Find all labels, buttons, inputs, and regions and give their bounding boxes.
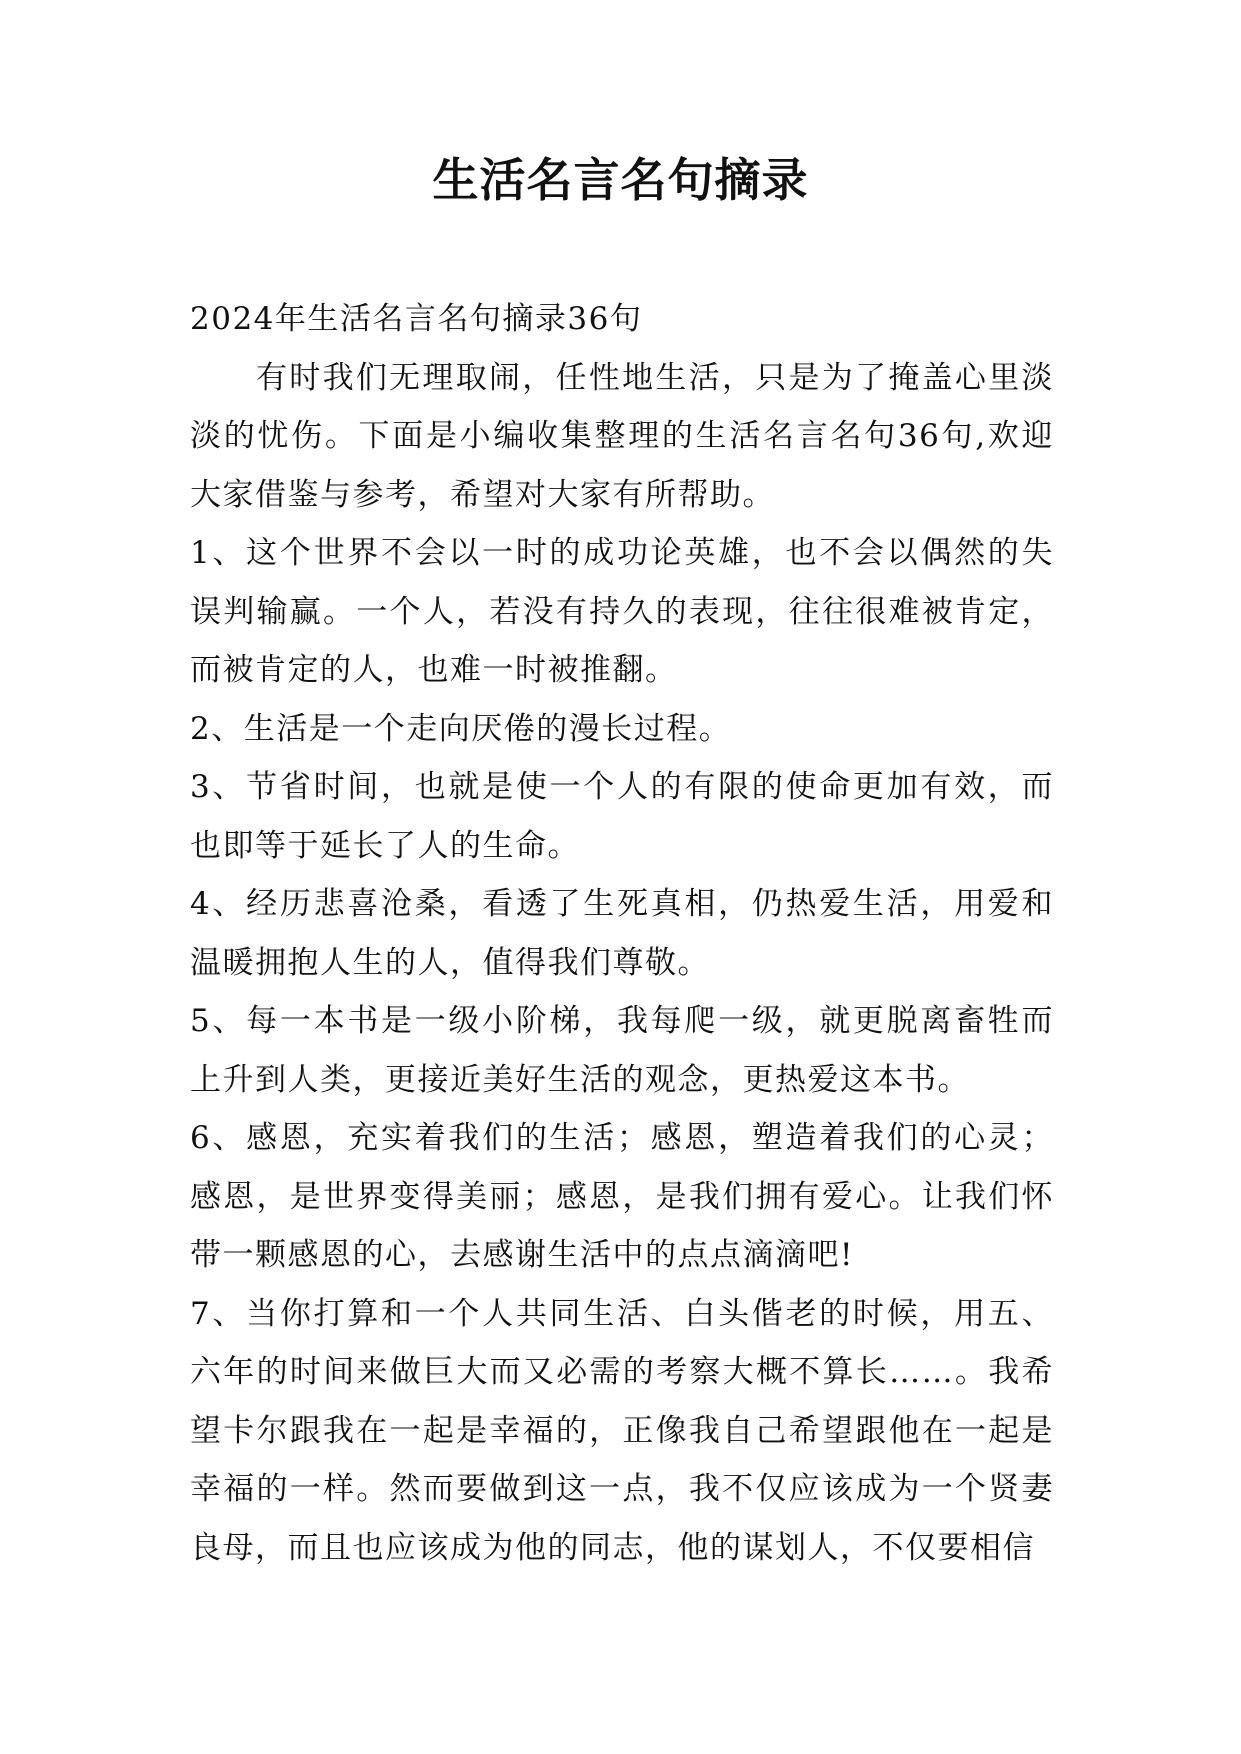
intro-paragraph: 有时我们无理取闹，任性地生活，只是为了掩盖心里淡淡的忧伤。下面是小编收集整理的生活名言名句36句,欢迎大家借鉴与参考，希望对大家有所帮助。 xyxy=(190,359,1054,513)
quote-paragraph-4: 4、经历悲喜沧桑，看透了生死真相，仍热爱生活，用爱和温暖拥抱人生的人，值得我们尊敬。 xyxy=(190,886,1054,981)
quote-paragraph-6: 6、感恩，充实着我们的生活；感恩，塑造着我们的心灵；感恩，是世界变得美丽；感恩，是我们拥有爱心。让我们怀带一颗感恩的心，去感谢生活中的点点滴滴吧! xyxy=(190,1120,1054,1273)
document-title: 生活名言名句摘录 xyxy=(432,153,809,207)
quote-paragraph-2: 2、生活是一个走向厌倦的漫长过程。 xyxy=(190,710,732,747)
quote-paragraph-1: 1、这个世界不会以一时的成功论英雄，也不会以偶然的失误判输赢。一个人，若没有持久的表现，往往很难被肯定，而被肯定的人，也难一时被推翻。 xyxy=(190,535,1054,688)
quote-paragraph-3: 3、节省时间，也就是使一个人的有限的使命更加有效，而也即等于延长了人的生命。 xyxy=(190,769,1054,864)
subtitle-line: 2024年生活名言名句摘录36句 xyxy=(190,301,643,337)
quote-paragraph-5: 5、每一本书是一级小阶梯，我每爬一级，就更脱离畜牲而上升到人类，更接近美好生活的观念，更热爱这本书。 xyxy=(190,1003,1054,1098)
quote-paragraph-7: 7、当你打算和一个人共同生活、白头偕老的时候，用五、六年的时间来做巨大而又必需的考察大概不算长……。我希望卡尔跟我在一起是幸福的，正像我自己希望跟他在一起是幸福的一样。然而要做到这一点，我不仅应该成为一个贤妻良母，而且也应该成为他的同志，他的谋划人，不仅要相信 xyxy=(190,1295,1054,1566)
document-body xyxy=(190,290,1054,1577)
